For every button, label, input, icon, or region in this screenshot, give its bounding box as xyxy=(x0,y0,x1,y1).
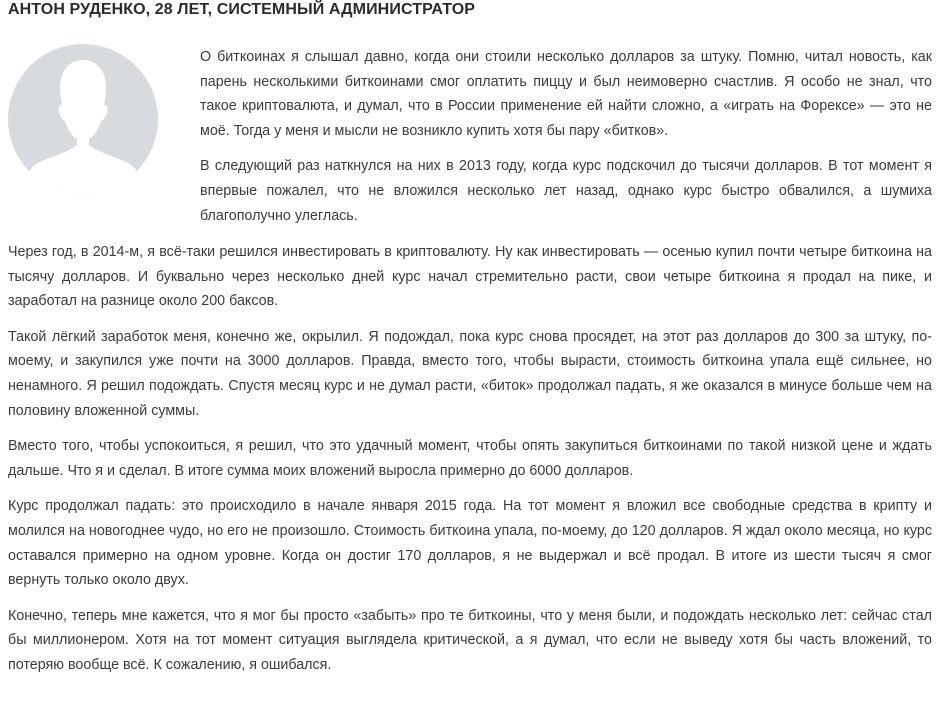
paragraph-5: Вместо того, чтобы успокоиться, я решил, что это удачный момент, чтобы опять закупиться биткоинами по такой низкой цене и ждать дальше. Что я и сделал. В итоге сумма моих вложений выросла примерно до 6000 долларов. xyxy=(8,438,932,479)
intro-text xyxy=(200,45,932,239)
user-silhouette-icon xyxy=(8,44,158,194)
paragraph-6: Курс продолжал падать: это происходило в начале января 2015 года. На тот момент я вложил все свободные средства в крипту и молился на новогоднее чудо, но его не произошло. Стоимость биткоина упала, по-моему, до 120 долларов. Я ждал около месяца, но курс оставался примерно на одном уровне. Когда он достиг 170 долларов, я не выдержал и всё продал. В итоге из шести тысяч я смог вернуть только около двух. xyxy=(8,498,932,589)
paragraph-4: Такой лёгкий заработок меня, конечно же, окрылил. Я подождал, пока курс снова просядет, на этот раз долларов до 300 за штуку, по-моему, и закупился уже почти на 3000 долларов. Правда, вместо того, чтобы вырасти, стоимость биткоина упала ещё сильнее, но ненамного. Я решил подождать. Спустя месяц курс и не думал расти, «биток» продолжал падать, я же оказался в минусе больше чем на половину вложенной суммы. xyxy=(8,328,932,419)
article-title: АНТОН РУДЕНКО, 28 ЛЕТ, СИСТЕМНЫЙ АДМИНИСТРАТОР xyxy=(8,1,476,18)
main-text xyxy=(8,240,932,689)
paragraph-2: В следующий раз наткнулся на них в 2013 году, когда курс подскочил до тысячи долларов. В тот момент я впервые пожалел, что не вложился несколько лет назад, однако курс быстро обвалился, а шумиха благополучно улеглась. xyxy=(200,158,932,224)
paragraph-3: Через год, в 2014-м, я всё-таки решился инвестировать в криптовалюту. Ну как инвестировать — осенью купил почти четыре биткоина на тысячу долларов. И буквально через несколько дней курс начал стремительно расти, свои четыре биткоина я продал на пике, и заработал на разнице около 200 баксов. xyxy=(8,244,932,310)
paragraph-7: Конечно, теперь мне кажется, что я мог бы просто «забыть» про те биткоины, что у меня были, и подождать несколько лет: сейчас стал бы миллионером. Хотя на тот момент ситуация выглядела критической, а я думал, что если не выведу хотя бы часть вложений, то потеряю вообще всё. К сожалению, я ошибался. xyxy=(8,607,932,673)
paragraph-1: О биткоинах я слышал давно, когда они стоили несколько долларов за штуку. Помню, читал новость, как парень несколькими биткоинами смог оплатить пиццу и был неимоверно счастлив. Я особо не знал, что такое криптовалюта, и думал, что в России применение ей найти сложно, а «играть на Форексе» — это не моё. Тогда у меня и мысли не возникло купить хотя бы пару «битков». xyxy=(200,49,932,139)
